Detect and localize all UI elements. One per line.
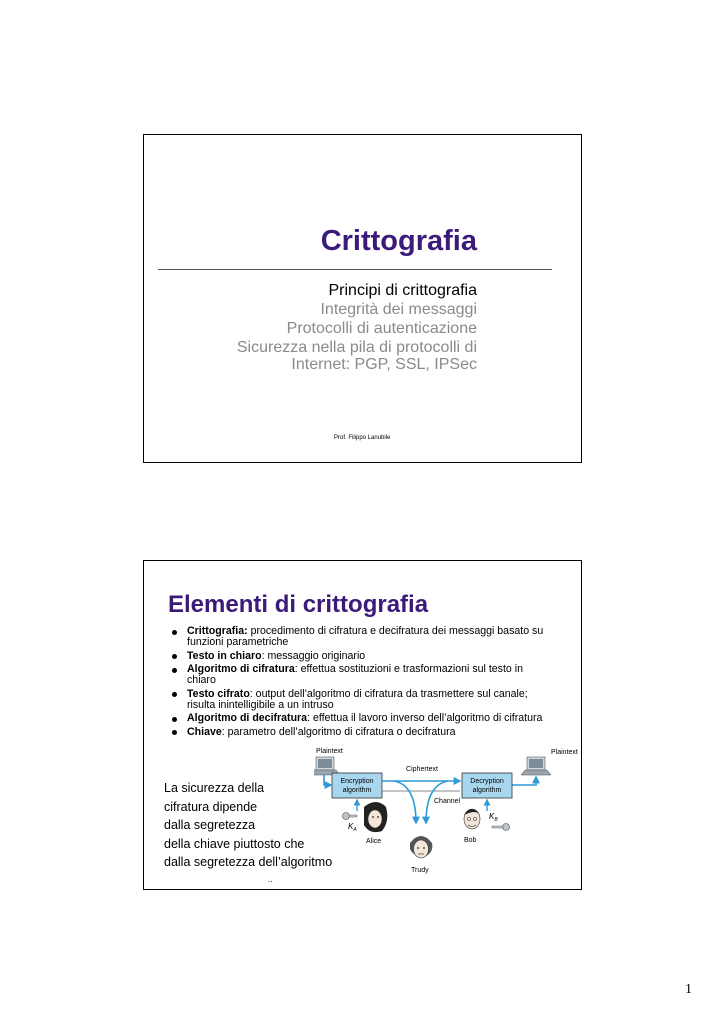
key-a-label: $K_A$	[348, 822, 357, 833]
key-b-label: $K_B$	[489, 812, 498, 823]
bob-label: Bob	[464, 837, 477, 844]
note-line: cifratura dipende	[164, 799, 258, 814]
bob-icon	[464, 809, 480, 829]
slide-2-title: Elementi di crittografia	[168, 591, 429, 618]
bullet-dot	[172, 692, 177, 697]
trudy-icon	[410, 836, 432, 858]
slide-footer: Prof. Filippo Lanubile	[334, 435, 391, 441]
note-line: della chiave piuttosto che	[164, 836, 305, 851]
topic-list	[97, 281, 477, 373]
bullet-term: Algoritmo di decifratura	[187, 712, 308, 725]
bullet-item	[170, 664, 550, 686]
key-b-icon	[492, 824, 510, 831]
slide-1-title: Crittografia	[320, 225, 477, 257]
topic-current: Principi di crittografia	[328, 282, 477, 299]
topic-line: Internet: PGP, SSL, IPSec	[291, 355, 477, 373]
bullet-text: : effettua il lavoro inverso dell’algoritmo di cifratura	[307, 712, 543, 725]
laptop-icon	[314, 757, 340, 775]
bullet-dot	[172, 654, 177, 659]
decryption-label-1: Decryption	[470, 778, 504, 785]
bullet-item	[170, 727, 550, 738]
laptop-icon	[521, 757, 551, 775]
encryption-label-2: algorithm	[342, 787, 372, 794]
channel-label: Channel	[434, 798, 461, 805]
note-line: dalla segretezza dell’algoritmo	[164, 855, 333, 869]
topic-line: Sicurezza nella pila di protocolli di	[236, 339, 477, 356]
bullet-dot	[172, 668, 177, 673]
bullet-term: Algoritmo di cifratura	[187, 663, 295, 676]
bullet-text: : effettua sostituzioni e trasformazioni sul testo in chiaro	[187, 663, 523, 687]
bullet-list	[170, 626, 550, 741]
plaintext-left-label: Plaintext	[316, 748, 343, 755]
crypto-diagram	[314, 745, 584, 891]
bullet-term: Crittografia:	[187, 625, 248, 637]
topic-item	[97, 340, 477, 373]
bullet-dot	[172, 717, 177, 722]
note-line: La sicurezza della	[164, 781, 265, 795]
slide-1	[143, 134, 582, 463]
bullet-dot	[172, 630, 177, 635]
bullet-text: procedimento di cifratura e decifratura dei messaggi basato su funzioni parametriche	[187, 625, 544, 648]
bullet-item	[170, 713, 550, 724]
bullet-item	[170, 626, 550, 648]
bullet-term: Testo in chiaro	[187, 649, 262, 662]
slide-footer: ..	[268, 875, 273, 884]
page-number: 1	[685, 982, 692, 997]
bullet-text: : parametro dell’algoritmo di cifratura o decifratura	[221, 725, 456, 738]
bullet-text: : output dell’algoritmo di cifratura da trasmettere sul canale; risulta inintelligibile a un intruso	[187, 687, 528, 711]
plaintext-in-arrow	[324, 775, 331, 785]
title-divider	[158, 269, 552, 270]
slide-2	[143, 560, 582, 890]
alice-label: Alice	[366, 838, 382, 845]
bullet-dot	[172, 730, 177, 735]
topic-item: Protocolli di autenticazione	[286, 320, 477, 337]
decryption-label-2: algorithm	[472, 787, 502, 794]
encryption-label-1: Encryption	[340, 778, 374, 785]
bullet-term: Testo cifrato	[187, 687, 250, 700]
encryption-box	[332, 773, 382, 798]
trudy-label: Trudy	[411, 867, 429, 874]
bullet-item	[170, 651, 550, 662]
plaintext-right-label: Plaintext	[551, 749, 578, 756]
plaintext-out-arrow	[512, 777, 536, 785]
intercept-arrow	[394, 781, 416, 823]
bullet-term: Chiave	[187, 725, 222, 738]
ciphertext-label: Ciphertext	[406, 766, 438, 773]
key-a-icon	[343, 813, 358, 820]
bullet-item	[170, 689, 550, 711]
security-note	[164, 779, 332, 872]
topic-item: Integrità dei messaggi	[320, 301, 477, 318]
bullet-text: : messaggio originario	[261, 649, 366, 662]
note-line: dalla segretezza	[164, 818, 256, 832]
alice-icon	[364, 802, 387, 832]
decryption-box	[462, 773, 512, 798]
